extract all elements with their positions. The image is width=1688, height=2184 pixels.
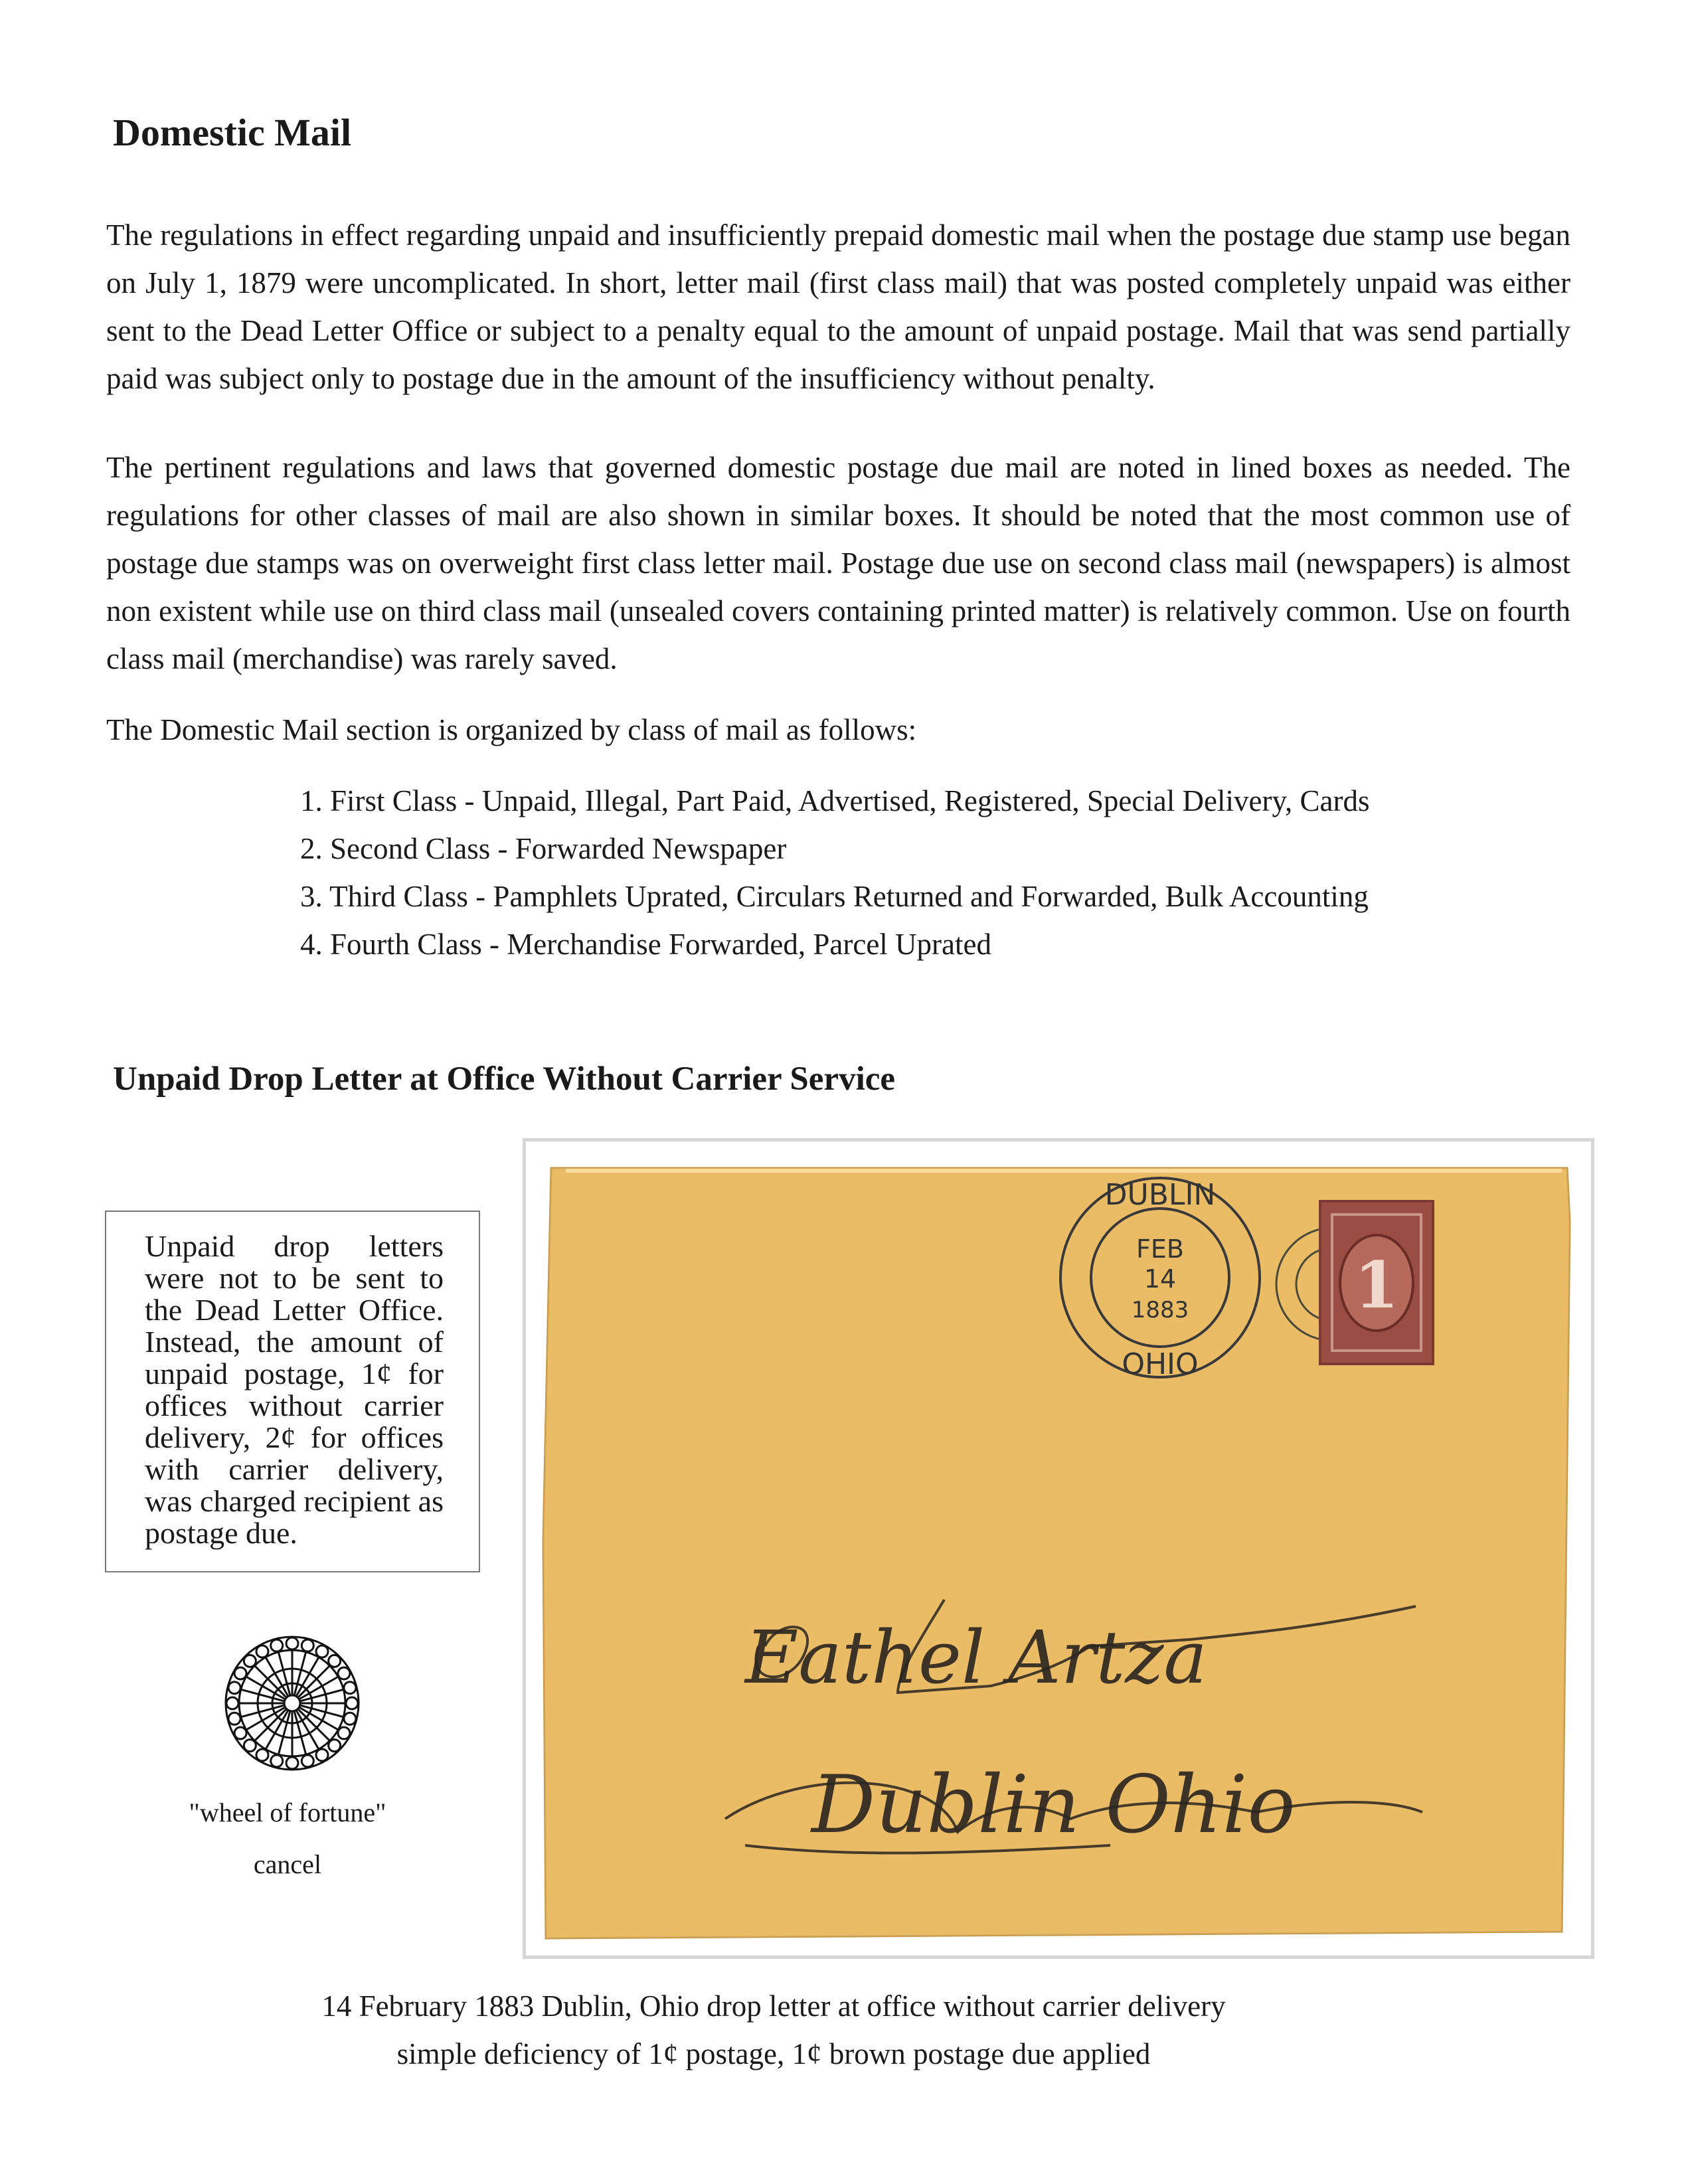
wheel-spokes [226, 1638, 358, 1769]
cancel-caption-line-1: "wheel of fortune" [189, 1798, 386, 1827]
svg-text:1: 1 [1354, 1248, 1399, 1323]
list-item: 4. Fourth Class - Merchandise Forwarded, Parcel Uprated [300, 928, 991, 961]
cover-caption-line-1: 14 February 1883 Dublin, Ohio drop letter at office without carrier delivery [321, 1989, 1226, 2023]
postmark-month: FEB [1136, 1234, 1184, 1264]
envelope-cover-image [526, 1141, 1591, 1956]
regulation-note-box [105, 1211, 480, 1572]
regulation-note-text: Unpaid drop letters were not to be sent to the Dead Letter Office. Instead, the amount of unpaid postage, 1¢ for offices without carrier delivery, 2¢ for offices with carrier delivery, was charged recipient as postage due. [145, 1229, 444, 1550]
address-line-2: Dublin Ohio [811, 1759, 1296, 1851]
cover-caption [266, 1982, 1282, 2078]
cover-caption-line-2: simple deficiency of 1¢ postage, 1¢ brown postage due applied [396, 2037, 1151, 2070]
cover-image-frame [523, 1138, 1594, 1959]
class-list [300, 777, 1370, 968]
wheel-of-fortune-cancel-icon [222, 1634, 362, 1773]
organization-paragraph: The Domestic Mail section is organized by class of mail as follows: [106, 713, 917, 746]
list-item: 3. Third Class - Pamphlets Uprated, Circulars Returned and Forwarded, Bulk Accounting [300, 880, 1369, 913]
exhibit-title: Unpaid Drop Letter at Office Without Carrier Service [113, 1060, 896, 1098]
intro-paragraph: The regulations in effect regarding unpaid and insufficiently prepaid domestic mail when the postage due stamp use began on July 1, 1879 were uncomplicated. In short, letter mail (first class mail) that was posted completely unpaid was either sent to the Dead Letter Office or subject to a penalty equal to the amount of unpaid postage. Mail that was send partially paid was subject only to postage due in the amount of the insufficiency without penalty. [106, 218, 1570, 395]
address-line-1: Eathel Artza [745, 1615, 1207, 1700]
postmark-town: DUBLIN [1104, 1178, 1216, 1212]
cancel-caption-line-2: cancel [253, 1849, 322, 1879]
postage-due-stamp-icon [1320, 1201, 1433, 1364]
section-title: Domestic Mail [113, 111, 352, 154]
list-item: 2. Second Class - Forwarded Newspaper [300, 832, 787, 865]
postmark-state: OHIO [1122, 1347, 1199, 1381]
list-item: 1. First Class - Unpaid, Illegal, Part Paid, Advertised, Registered, Special Delivery, Cards [300, 784, 1370, 817]
postmark-day: 14 [1143, 1264, 1177, 1294]
postmark-year: 1883 [1131, 1297, 1189, 1323]
regulations-paragraph: The pertinent regulations and laws that governed domestic postage due mail are noted in lined boxes as needed. The regulations for other classes of mail are also shown in similar boxes. It should be noted that the most common use of postage due stamps was on overweight first class letter mail. Postage due use on second class mail (newspapers) is almost non existent while use on third class mail (unsealed covers containing printed matter) is relatively common. Use on fourth class mail (merchandise) was rarely saved. [106, 451, 1570, 675]
